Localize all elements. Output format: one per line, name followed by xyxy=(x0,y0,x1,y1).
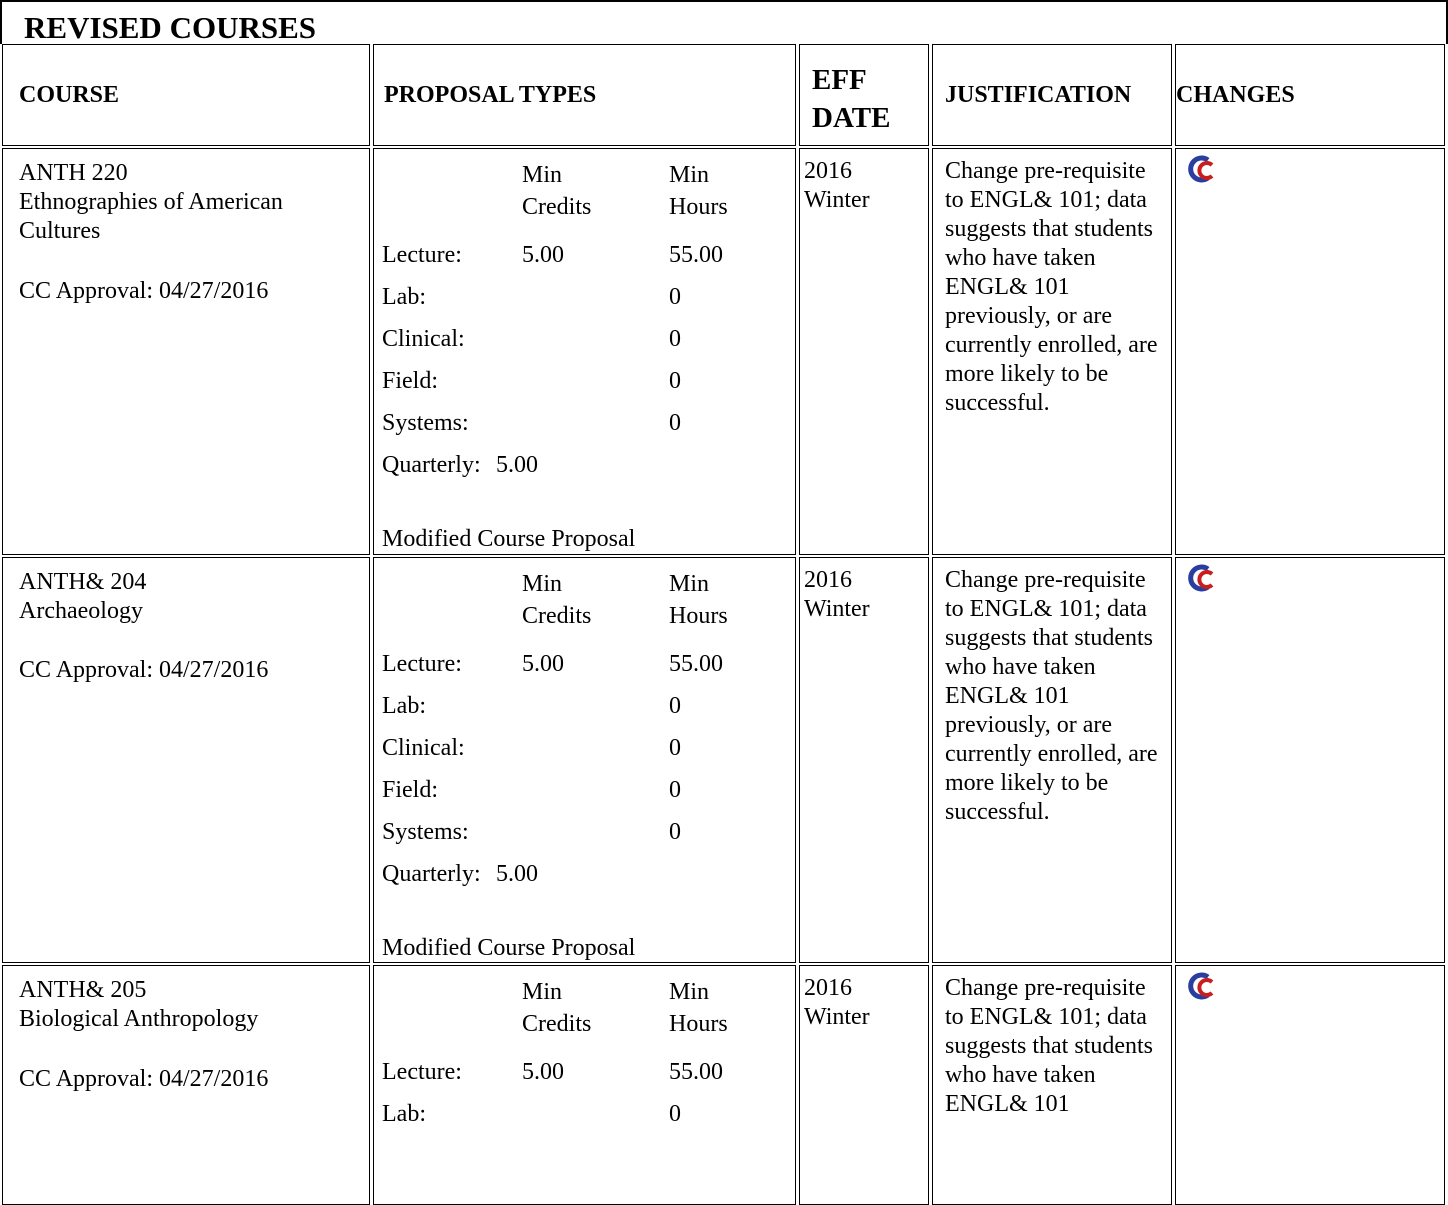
row2-lab-label: Lab: xyxy=(382,693,426,719)
header-eff-date-cell xyxy=(799,44,929,146)
row2-justification-line: Change pre-requisite xyxy=(945,567,1146,593)
row2-systems-label: Systems: xyxy=(382,819,469,845)
row1-course-title: Ethnographies of American xyxy=(19,189,283,215)
header-justification-cell xyxy=(932,44,1172,146)
row3-course-cell xyxy=(2,965,370,1205)
header-proposal-types-cell xyxy=(373,44,796,146)
row3-eff-date-cell xyxy=(799,965,929,1205)
row1-quarterly-label: Quarterly: xyxy=(382,452,481,478)
row2-clinical-label: Clinical: xyxy=(382,735,465,761)
row2-quarterly-value: 5.00 xyxy=(496,861,538,887)
row2-justification-line: currently enrolled, are xyxy=(945,741,1158,767)
row1-course-title-cont: Cultures xyxy=(19,218,101,244)
row3-lecture-hours: 55.00 xyxy=(669,1059,723,1085)
header-changes: CHANGES xyxy=(1176,82,1295,108)
header-eff-date-line2: DATE xyxy=(812,102,891,134)
row1-min-hours-line2: Hours xyxy=(669,194,728,220)
row3-eff-year: 2016 xyxy=(804,975,852,1001)
row2-justification-line: successful. xyxy=(945,799,1050,825)
row2-min-hours-line1: Min xyxy=(669,571,710,597)
row3-course-code: ANTH& 205 xyxy=(19,977,147,1003)
row1-course-cell xyxy=(2,148,370,555)
row2-course-title: Archaeology xyxy=(19,598,143,624)
row1-lab-label: Lab: xyxy=(382,284,426,310)
row1-eff-date-cell xyxy=(799,148,929,555)
row3-min-hours-line1: Min xyxy=(669,979,710,1005)
row2-systems-hours: 0 xyxy=(669,819,681,845)
row3-lecture-label: Lecture: xyxy=(382,1059,462,1085)
row3-approval: CC Approval: 04/27/2016 xyxy=(19,1066,269,1092)
row2-eff-date-cell xyxy=(799,557,929,963)
row3-justification-line: suggests that students xyxy=(945,1033,1153,1059)
row1-justification-line: ENGL& 101 xyxy=(945,274,1070,300)
row1-lecture-credits: 5.00 xyxy=(522,242,564,268)
row1-justification-line: suggests that students xyxy=(945,216,1153,242)
header-course-cell xyxy=(2,44,370,146)
row1-changes-cell xyxy=(1175,148,1445,555)
row1-clinical-label: Clinical: xyxy=(382,326,465,352)
row3-lab-hours: 0 xyxy=(669,1101,681,1127)
row2-min-credits-line1: Min xyxy=(522,571,563,597)
row1-clinical-hours: 0 xyxy=(669,326,681,352)
row1-field-hours: 0 xyxy=(669,368,681,394)
row2-justification-line: ENGL& 101 xyxy=(945,683,1070,709)
row2-eff-quarter: Winter xyxy=(804,596,870,622)
row2-clinical-hours: 0 xyxy=(669,735,681,761)
row1-systems-hours: 0 xyxy=(669,410,681,436)
row2-justification-line: to ENGL& 101; data xyxy=(945,596,1147,622)
header-justification: JUSTIFICATION xyxy=(945,82,1132,108)
row1-min-hours-line1: Min xyxy=(669,162,710,188)
row2-min-hours-line2: Hours xyxy=(669,603,728,629)
row3-proposal-cell xyxy=(373,965,796,1205)
row3-eff-quarter: Winter xyxy=(804,1004,870,1030)
row3-course-title: Biological Anthropology xyxy=(19,1006,259,1032)
row3-justification-line: to ENGL& 101; data xyxy=(945,1004,1147,1030)
row1-justification-line: Change pre-requisite xyxy=(945,158,1146,184)
row3-justification-line: Change pre-requisite xyxy=(945,975,1146,1001)
header-proposal-types: PROPOSAL TYPES xyxy=(384,82,597,108)
row2-quarterly-label: Quarterly: xyxy=(382,861,481,887)
row1-justification-cell xyxy=(932,148,1172,555)
row2-lecture-label: Lecture: xyxy=(382,651,462,677)
row1-quarterly-value: 5.00 xyxy=(496,452,538,478)
row1-justification-line: previously, or are xyxy=(945,303,1113,329)
row2-proposal-cell xyxy=(373,557,796,963)
row2-lecture-hours: 55.00 xyxy=(669,651,723,677)
row2-eff-year: 2016 xyxy=(804,567,852,593)
row1-lecture-hours: 55.00 xyxy=(669,242,723,268)
header-eff-date-line1: EFF xyxy=(812,64,867,96)
section-title-cell xyxy=(0,0,1448,44)
row1-min-credits-line1: Min xyxy=(522,162,563,188)
row2-course-cell xyxy=(2,557,370,963)
row2-lecture-credits: 5.00 xyxy=(522,651,564,677)
row2-lab-hours: 0 xyxy=(669,693,681,719)
row3-justification-cell xyxy=(932,965,1172,1205)
section-title: REVISED COURSES xyxy=(24,10,317,45)
row1-justification-line: who have taken xyxy=(945,245,1096,271)
row1-min-credits-line2: Credits xyxy=(522,194,592,220)
row1-proposal-cell xyxy=(373,148,796,555)
row2-justification-line: more likely to be xyxy=(945,770,1109,796)
row2-field-label: Field: xyxy=(382,777,439,803)
row1-proposal-type: Modified Course Proposal xyxy=(382,526,636,552)
row2-justification-cell xyxy=(932,557,1172,963)
header-course: COURSE xyxy=(19,82,120,108)
row1-lab-hours: 0 xyxy=(669,284,681,310)
row3-min-hours-line2: Hours xyxy=(669,1011,728,1037)
row2-justification-line: who have taken xyxy=(945,654,1096,680)
row1-eff-quarter: Winter xyxy=(804,187,870,213)
cc-change-icon[interactable] xyxy=(1186,972,1216,1000)
row3-justification-line: ENGL& 101 xyxy=(945,1091,1070,1117)
row1-justification-line: more likely to be xyxy=(945,361,1109,387)
row2-approval: CC Approval: 04/27/2016 xyxy=(19,657,269,683)
cc-change-icon[interactable] xyxy=(1186,155,1216,183)
row1-eff-year: 2016 xyxy=(804,158,852,184)
row2-changes-cell xyxy=(1175,557,1445,963)
row3-justification-line: who have taken xyxy=(945,1062,1096,1088)
row3-min-credits-line1: Min xyxy=(522,979,563,1005)
row1-lecture-label: Lecture: xyxy=(382,242,462,268)
row2-justification-line: suggests that students xyxy=(945,625,1153,651)
row3-changes-cell xyxy=(1175,965,1445,1205)
row2-justification-line: previously, or are xyxy=(945,712,1113,738)
row3-lab-label: Lab: xyxy=(382,1101,426,1127)
row1-justification-line: successful. xyxy=(945,390,1050,416)
row2-course-code: ANTH& 204 xyxy=(19,569,147,595)
row1-approval: CC Approval: 04/27/2016 xyxy=(19,278,269,304)
row3-lecture-credits: 5.00 xyxy=(522,1059,564,1085)
row2-field-hours: 0 xyxy=(669,777,681,803)
row1-course-code: ANTH 220 xyxy=(19,160,128,186)
row2-proposal-type: Modified Course Proposal xyxy=(382,935,636,961)
row1-justification-line: to ENGL& 101; data xyxy=(945,187,1147,213)
row1-justification-line: currently enrolled, are xyxy=(945,332,1158,358)
row1-systems-label: Systems: xyxy=(382,410,469,436)
cc-change-icon[interactable] xyxy=(1186,564,1216,592)
row2-min-credits-line2: Credits xyxy=(522,603,592,629)
row3-min-credits-line2: Credits xyxy=(522,1011,592,1037)
header-changes-cell xyxy=(1175,44,1445,146)
row1-field-label: Field: xyxy=(382,368,439,394)
